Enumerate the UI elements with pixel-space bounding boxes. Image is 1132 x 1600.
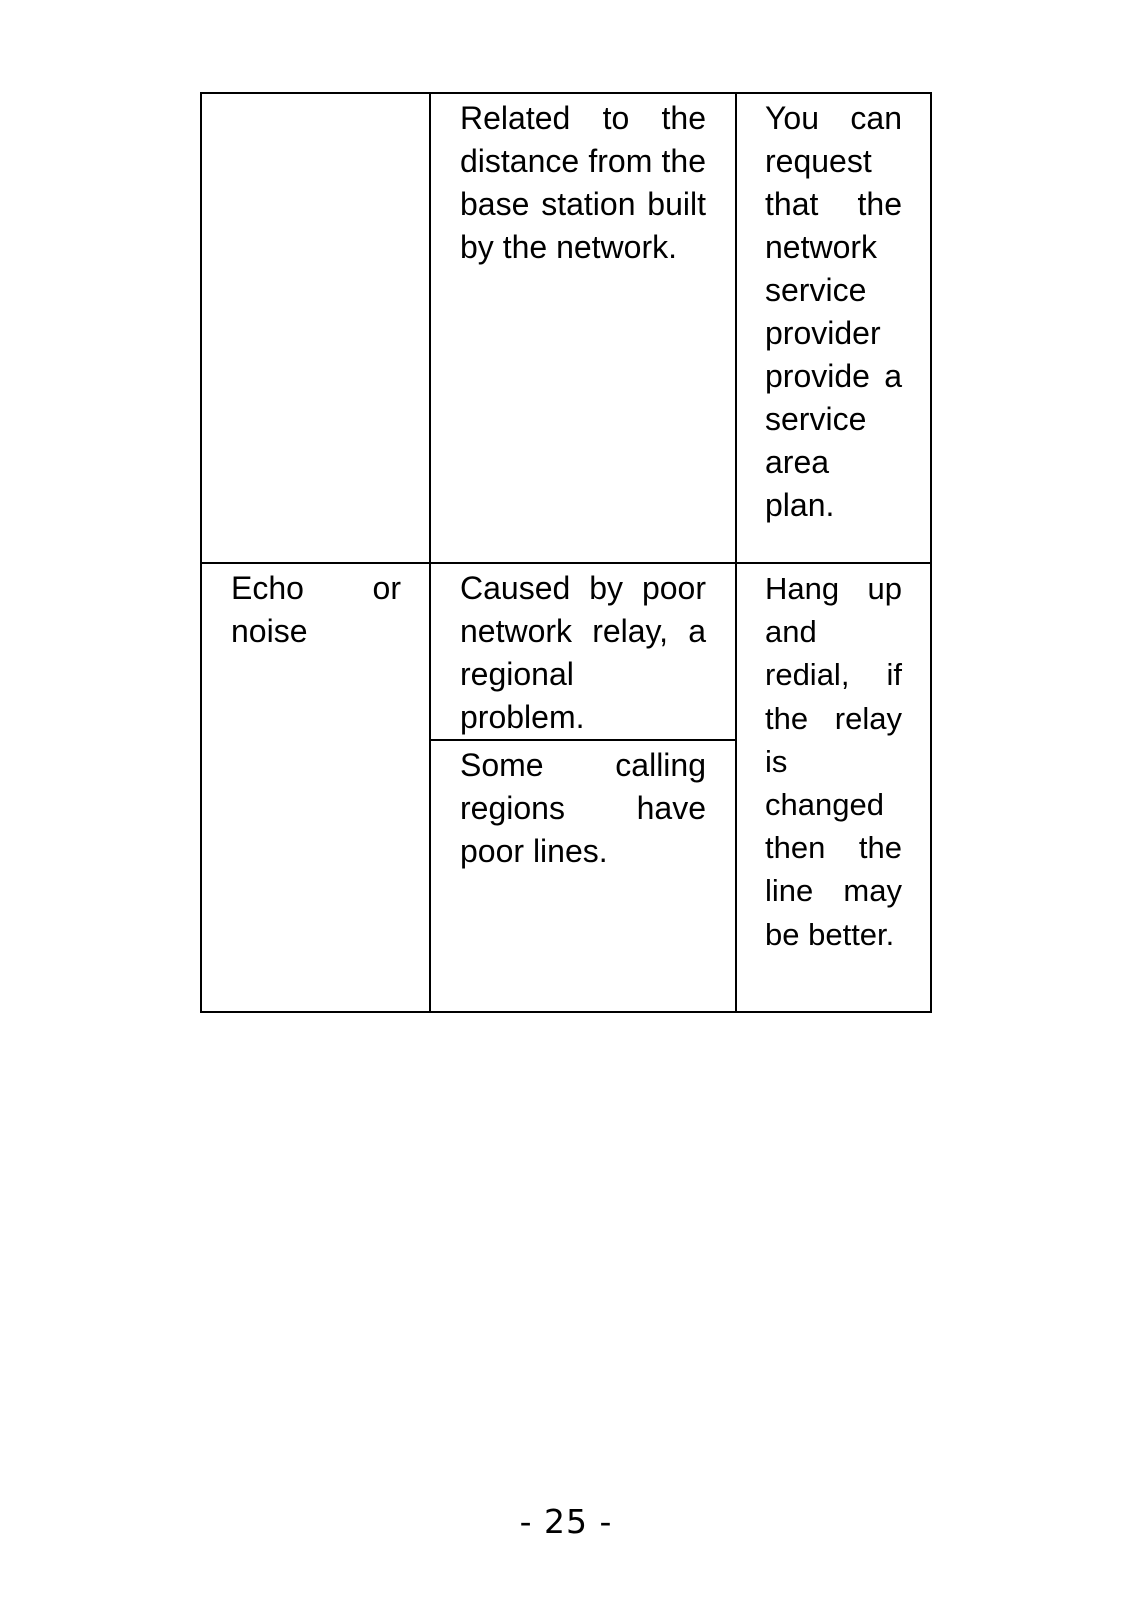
cause-cell	[430, 740, 736, 1012]
cause-text: Caused by poor network relay, a regional problem.	[460, 570, 706, 735]
cause-text: Related to the distance from the base station built by the network.	[460, 100, 706, 265]
symptom-text: Echo or noise	[231, 570, 401, 649]
solution-cell	[736, 563, 931, 1012]
page-number: - 25 -	[519, 1502, 613, 1541]
solution-cell	[736, 93, 931, 563]
cause-cell	[430, 93, 736, 563]
troubleshooting-table	[200, 92, 932, 1013]
symptom-cell	[201, 563, 430, 1012]
table-row	[201, 93, 931, 563]
solution-text: You can request that the network service provider provide a service area plan.	[765, 100, 902, 523]
cause-text: Some calling regions have poor lines.	[460, 747, 706, 869]
symptom-cell	[201, 93, 430, 563]
cause-cell	[430, 563, 736, 740]
table-row	[201, 563, 931, 740]
solution-text: Hang up and redial, if the relay is changed then the line may be better.	[765, 571, 902, 952]
